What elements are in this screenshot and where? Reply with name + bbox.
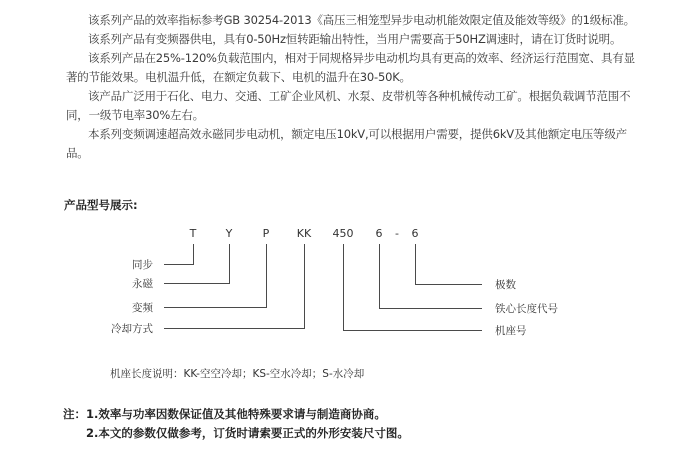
label-core-length-code: 铁心长度代号 — [495, 303, 558, 315]
connector-line — [343, 244, 344, 331]
code-y: Y — [225, 227, 233, 240]
note-item: 1.效率与功率因数保证值及其他特殊要求请与制造商协商。 — [86, 407, 386, 421]
paragraph-line: 品。 — [66, 146, 89, 160]
connector-line — [193, 244, 194, 265]
label-cooling-method: 冷却方式 — [111, 323, 153, 335]
label-synchronous: 同步 — [132, 259, 153, 271]
connector-line — [343, 330, 482, 331]
connector-line — [304, 244, 305, 329]
code-t: T — [189, 227, 197, 240]
notes-prefix: 注： — [63, 407, 86, 421]
connector-line — [164, 283, 230, 284]
connector-line — [379, 244, 380, 309]
paragraph-line: 该系列产品的效率指标参考GB 30254-2013《高压三相笼型异步电动机能效限定值及能效等级》的1级标准。 — [88, 13, 635, 27]
connector-line — [164, 328, 305, 329]
connector-line — [164, 307, 267, 308]
connector-line — [266, 244, 267, 308]
code-6-poles: 6 — [411, 227, 419, 240]
label-poles: 极数 — [495, 279, 516, 291]
connector-line — [415, 244, 416, 285]
note-item: 2.本文的参数仅做参考，订货时请索要正式的外形安装尺寸图。 — [86, 426, 409, 440]
connector-line — [229, 244, 230, 284]
label-variable-frequency: 变频 — [132, 302, 153, 314]
connector-line — [164, 264, 194, 265]
paragraph-line: 同，一级节电率30%左右。 — [66, 108, 204, 122]
connector-line — [379, 308, 482, 309]
paragraph-line: 该系列产品有变频器供电，具有0-50Hz恒转距输出特性，当用户需要高于50HZ调速时，请在订货时说明。 — [88, 32, 622, 46]
code-450: 450 — [332, 227, 354, 240]
paragraph-line: 著的节能效果。电机温升低，在额定负载下、电机的温升在30-50K。 — [66, 70, 411, 84]
code-kk: KK — [296, 227, 312, 240]
paragraph-line: 该系列产品在25%-120%负载范围内，相对于同规格异步电动机均具有更高的效率、经济运行范围宽、具有显 — [88, 51, 635, 65]
label-frame-size: 机座号 — [495, 325, 527, 337]
model-section-heading: 产品型号展示: — [64, 198, 138, 212]
frame-length-legend: 机座长度说明：KK-空空冷却；KS-空水冷却；S-水冷却 — [110, 368, 365, 380]
paragraph-line: 该产品广泛用于石化、电力、交通、工矿企业风机、水泵、皮带机等各种机械传动工矿。根据负载调节范围不 — [88, 89, 631, 103]
code-dash: - — [395, 227, 399, 240]
code-6-core: 6 — [375, 227, 383, 240]
connector-line — [415, 284, 482, 285]
paragraph-line: 本系列变频调速超高效永磁同步电动机，额定电压10kV,可以根据用户需要，提供6kV及其他额定电压等级产 — [88, 127, 627, 141]
code-p: P — [262, 227, 270, 240]
label-permanent-magnet: 永磁 — [132, 278, 153, 290]
